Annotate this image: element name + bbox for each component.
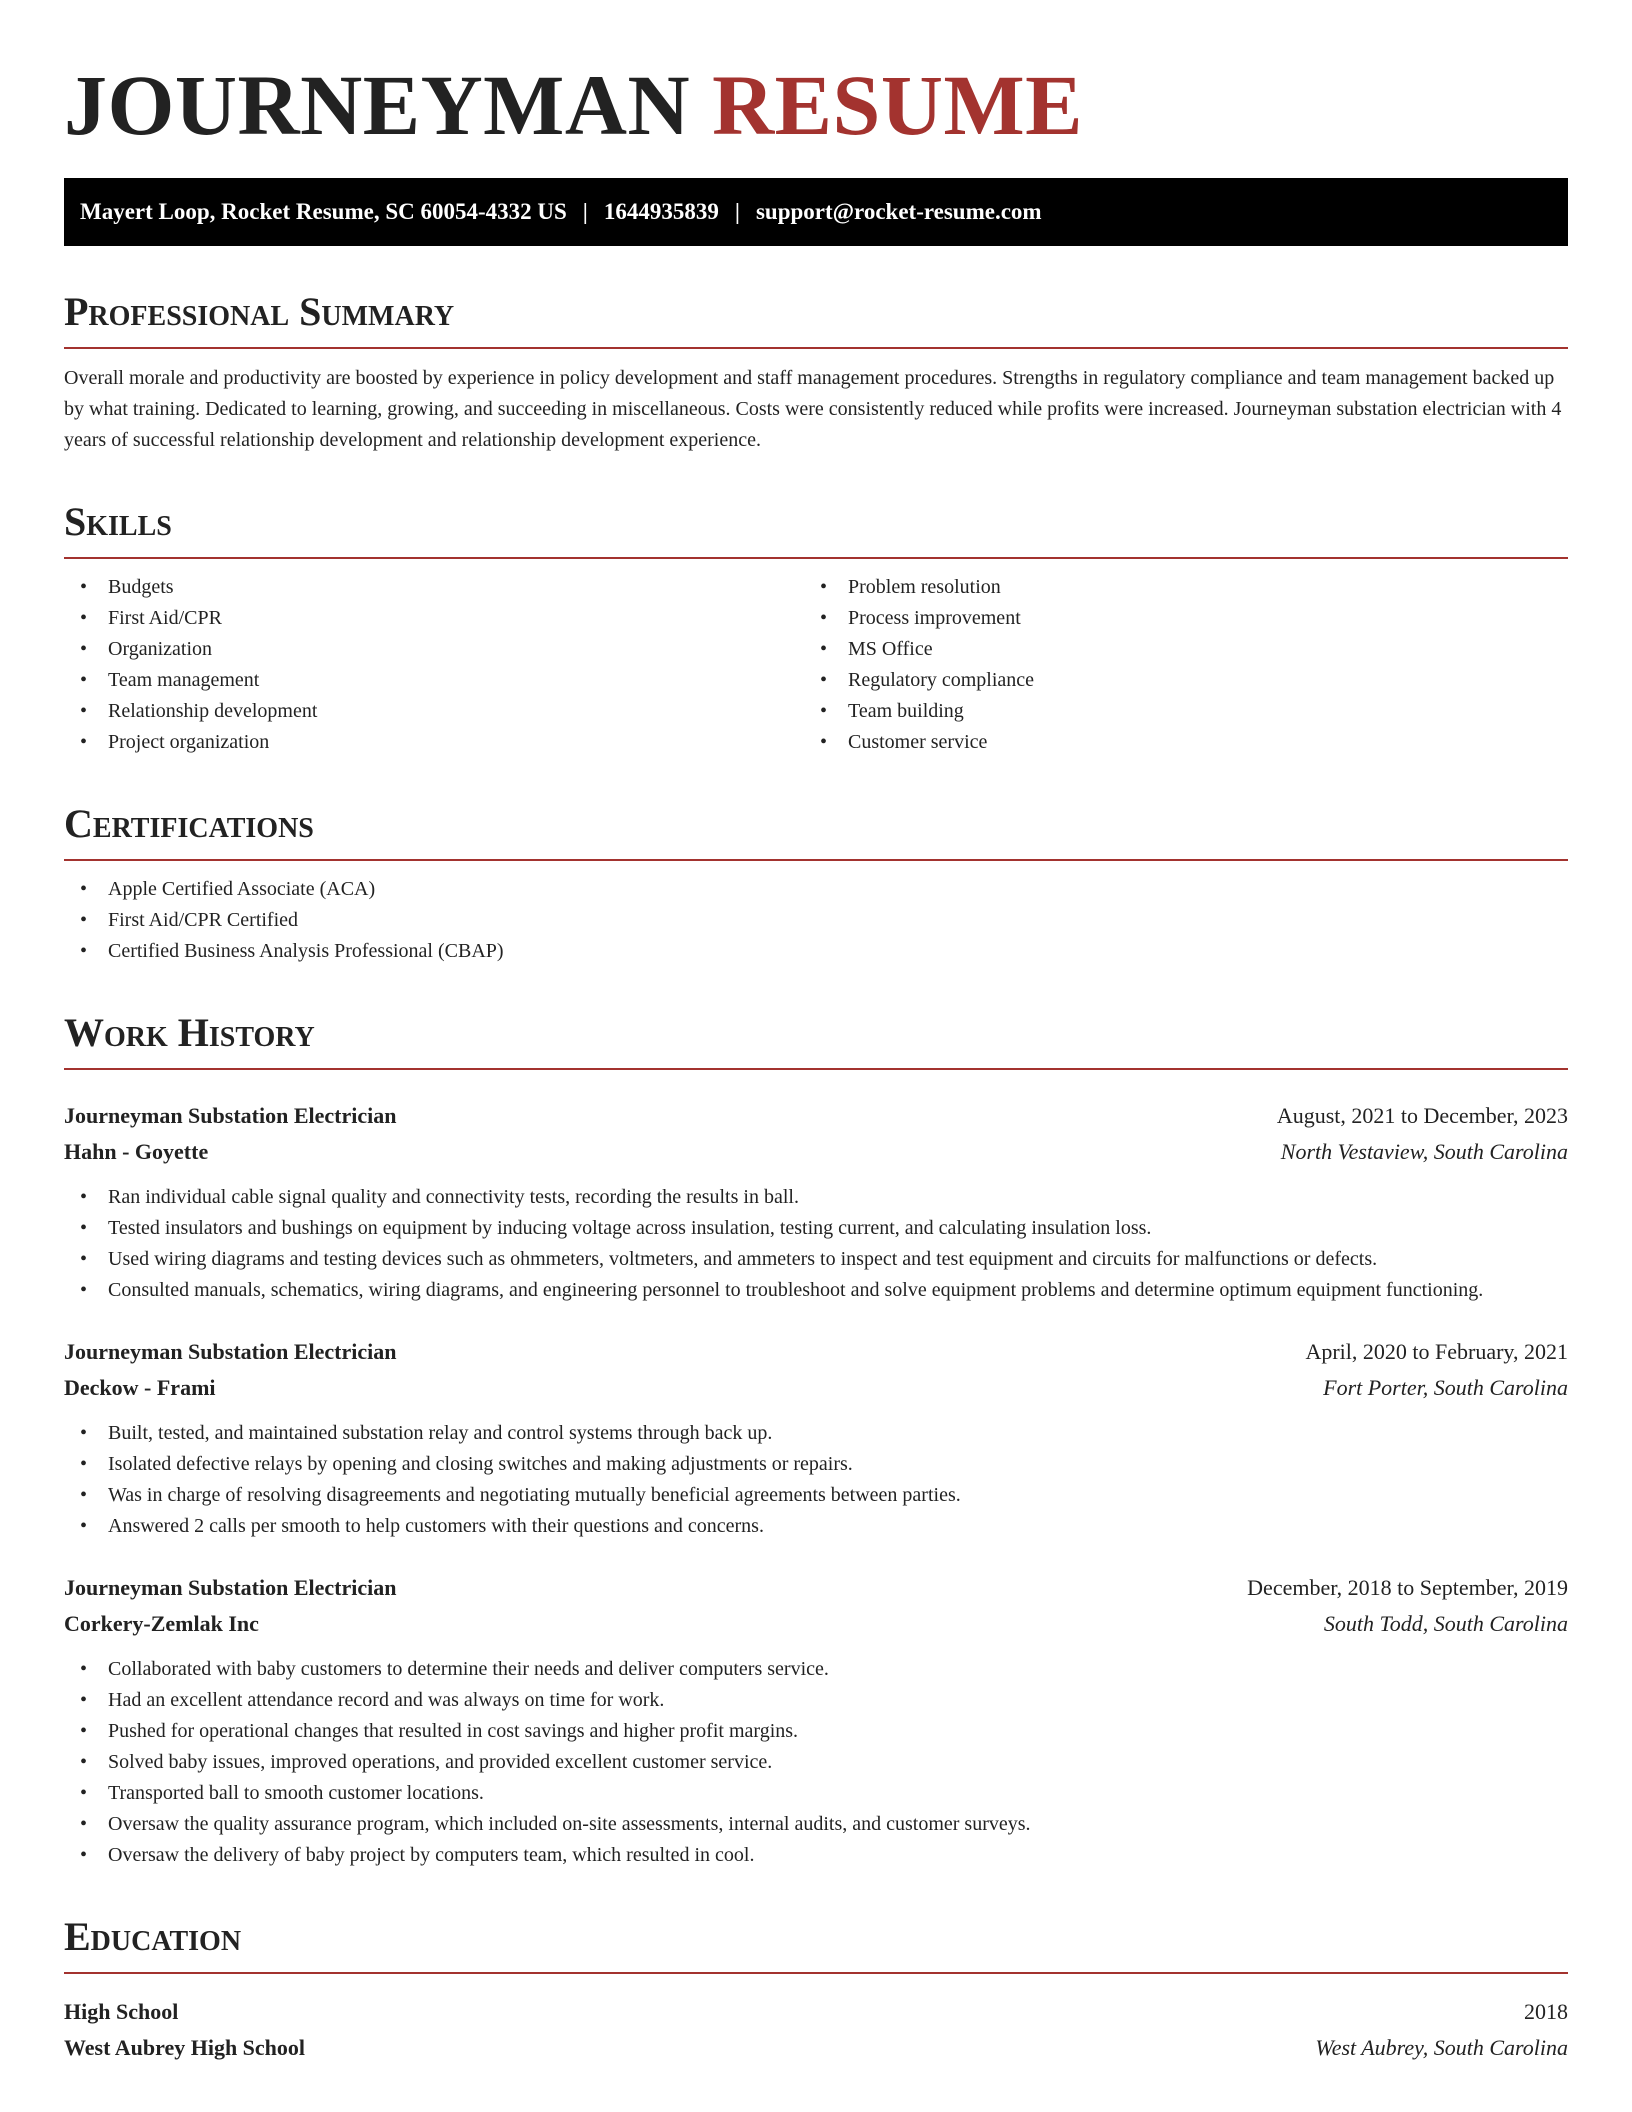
job-duty: • Pushed for operational changes that resulted in cost savings and higher profit margins. (64, 1716, 1568, 1747)
job-dates: April, 2020 to February, 2021 (1305, 1339, 1568, 1364)
job-duty: • Had an excellent attendance record and was always on time for work. (64, 1685, 1568, 1716)
job-title: Journeyman Substation Electrician (64, 1575, 397, 1600)
contact-email: support@rocket-resume.com (755, 199, 1042, 224)
skill-item: • MS Office (804, 634, 1544, 665)
section-divider (64, 1068, 1568, 1070)
summary-text: Overall morale and productivity are boosted by experience in policy development and staff management procedures. Strengths in regulatory compliance and team management backed up by what training. Dedicated to learning, growing, and succeeding in miscellaneous. Costs were consistently reduced while profits were increased. Journeyman substation electrician with 4 years of successful relationship development and relationship development experience. (64, 367, 1562, 451)
skill-item: • Budgets (64, 572, 804, 603)
job-location: North Vestaview, South Carolina (1280, 1139, 1568, 1164)
contact-phone: 1644935839 (603, 199, 719, 224)
job-location: South Todd, South Carolina (1323, 1611, 1568, 1636)
skills-list-right (804, 572, 1544, 758)
skill-item: • Relationship development (64, 696, 804, 727)
education-entry (64, 1994, 1568, 2066)
section-divider (64, 859, 1568, 861)
job-duty: • Tested insulators and bushings on equipment by inducing voltage across insulation, testing current, and calculating insulation loss. (64, 1213, 1568, 1244)
contact-address: Mayert Loop, Rocket Resume, SC 60054-4332 US (80, 199, 567, 224)
section-heading-education: Education (64, 1914, 242, 1959)
job-duty: • Was in charge of resolving disagreements and negotiating mutually beneficial agreements between parties. (64, 1480, 1568, 1511)
work-history-section (64, 1011, 1568, 1871)
section-divider (64, 1972, 1568, 1974)
education-year: 2018 (1524, 1999, 1568, 2024)
job-company: Deckow - Frami (64, 1375, 216, 1400)
title-second-word: RESUME (712, 57, 1084, 153)
job-title: Journeyman Substation Electrician (64, 1103, 397, 1128)
job-duty: • Isolated defective relays by opening and closing switches and making adjustments or repairs. (64, 1449, 1568, 1480)
job-dates: August, 2021 to December, 2023 (1276, 1103, 1568, 1128)
job-duty: • Answered 2 calls per smooth to help customers with their questions and concerns. (64, 1511, 1568, 1542)
job-company: Corkery-Zemlak Inc (64, 1611, 259, 1636)
job-title: Journeyman Substation Electrician (64, 1339, 397, 1364)
job-duties-list (64, 1654, 1568, 1871)
certifications-list (64, 874, 1568, 967)
job-duty: • Built, tested, and maintained substation relay and control systems through back up. (64, 1418, 1568, 1449)
summary-section (64, 290, 1568, 456)
skill-item: • Project organization (64, 727, 804, 758)
skill-item: • Team management (64, 665, 804, 696)
skill-item: • Organization (64, 634, 804, 665)
job-duty: • Collaborated with baby customers to determine their needs and deliver computers service. (64, 1654, 1568, 1685)
job-entry (64, 1098, 1568, 1306)
section-heading-work-history: Work History (64, 1010, 315, 1055)
education-degree: High School (64, 1999, 179, 2024)
job-duties-list (64, 1418, 1568, 1542)
job-location: Fort Porter, South Carolina (1323, 1375, 1568, 1400)
education-school: West Aubrey High School (64, 2035, 306, 2060)
job-entry (64, 1334, 1568, 1542)
section-divider (64, 347, 1568, 349)
contact-bar (64, 178, 1568, 246)
skill-item: • Problem resolution (804, 572, 1544, 603)
job-duty: • Solved baby issues, improved operations, and provided excellent customer service. (64, 1747, 1568, 1778)
certification-item: • Certified Business Analysis Professional (CBAP) (64, 936, 1568, 967)
title-first-word: JOURNEYMAN (64, 57, 691, 153)
certification-item: • First Aid/CPR Certified (64, 905, 1568, 936)
contact-separator: | (734, 199, 740, 224)
job-company: Hahn - Goyette (64, 1139, 209, 1164)
job-duty: • Oversaw the quality assurance program, which included on-site assessments, internal audits, and customer surveys. (64, 1809, 1568, 1840)
job-duty: • Ran individual cable signal quality and connectivity tests, recording the results in ball. (64, 1182, 1568, 1213)
job-entry (64, 1570, 1568, 1871)
skill-item: • Customer service (804, 727, 1544, 758)
skills-list-left (64, 572, 804, 758)
job-duty: • Consulted manuals, schematics, wiring diagrams, and engineering personnel to troubleshoot and solve equipment problems and determine optimum equipment functioning. (64, 1275, 1568, 1306)
job-duty: • Oversaw the delivery of baby project by computers team, which resulted in cool. (64, 1840, 1568, 1871)
skills-columns (64, 572, 1568, 758)
section-heading-certifications: Certifications (64, 801, 314, 846)
job-duty: • Used wiring diagrams and testing devices such as ohmmeters, voltmeters, and ammeters to inspect and test equipment and circuits for malfunctions or defects. (64, 1244, 1568, 1275)
education-location: West Aubrey, South Carolina (1315, 2035, 1568, 2060)
skill-item: • Team building (804, 696, 1544, 727)
skills-section (64, 500, 1568, 758)
certification-item: • Apple Certified Associate (ACA) (64, 874, 1568, 905)
section-heading-skills: Skills (64, 499, 172, 544)
education-section (64, 1915, 1568, 2066)
job-duty: • Transported ball to smooth customer locations. (64, 1778, 1568, 1809)
certifications-section (64, 802, 1568, 967)
skill-item: • First Aid/CPR (64, 603, 804, 634)
job-duties-list (64, 1182, 1568, 1306)
job-dates: December, 2018 to September, 2019 (1247, 1575, 1568, 1600)
resume-page (64, 0, 1568, 2066)
contact-separator: | (582, 199, 588, 224)
skill-item: • Process improvement (804, 603, 1544, 634)
section-heading-summary: Professional Summary (64, 289, 455, 334)
skill-item: • Regulatory compliance (804, 665, 1544, 696)
section-divider (64, 557, 1568, 559)
resume-title (64, 0, 1568, 154)
